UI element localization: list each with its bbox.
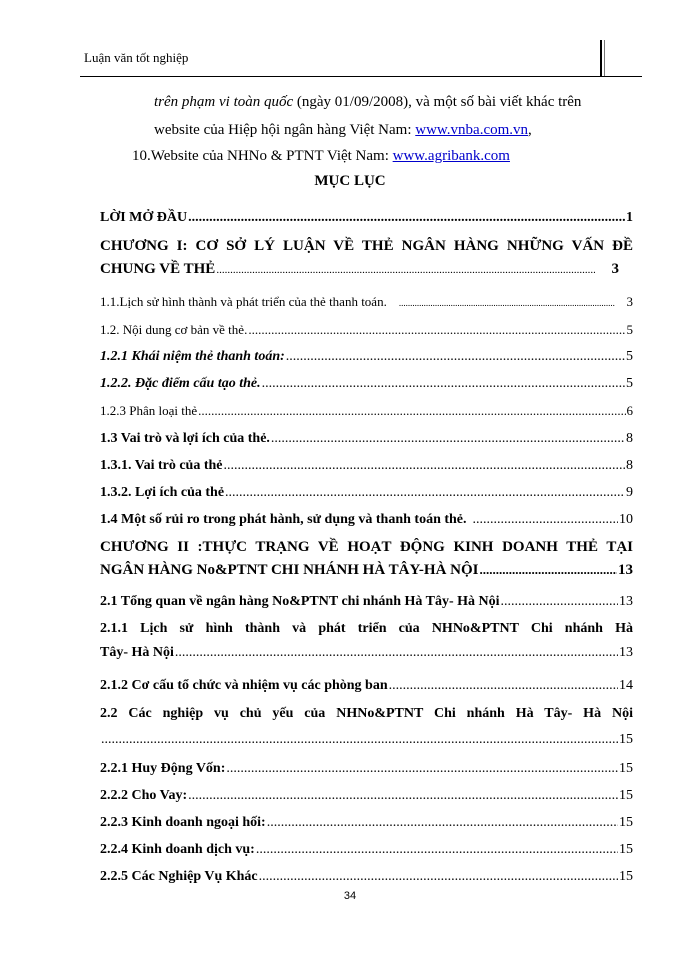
toc-entry[interactable]: 1.2.3 Phân loại thẻ ..... 6 bbox=[100, 403, 633, 419]
toc-entry[interactable]: 2.2.1 Huy Động Vốn: ..... 15 bbox=[100, 761, 633, 777]
header-divider-shadow bbox=[604, 40, 605, 76]
page-header bbox=[80, 44, 640, 80]
toc-entry[interactable]: 1.1.Lịch sử hình thành và phát triển của thẻ thanh toán. ..... 3 bbox=[100, 294, 633, 310]
toc-entry[interactable]: 1.3.1. Vai trò của thẻ ..... 8 bbox=[100, 458, 633, 474]
toc-entry[interactable]: 1.4 Một số rủi ro trong phát hành, sử dụng và thanh toán thẻ. ..... 10 bbox=[100, 512, 633, 528]
reference-line-2: website của Hiệp hội ngân hàng Việt Nam: www.vnba.com.vn, bbox=[154, 122, 532, 138]
header-rule bbox=[80, 76, 642, 77]
reference-line-1: trên phạm vi toàn quốc (ngày 01/09/2008), và một số bài viết khác trên bbox=[154, 94, 582, 110]
toc-entry[interactable]: 1.2.1 Khái niệm thẻ thanh toán: ..... 5 bbox=[100, 349, 633, 365]
page-number: 34 bbox=[343, 890, 357, 902]
toc-entry[interactable]: 2.2.2 Cho Vay: ..... 15 bbox=[100, 788, 633, 804]
toc-entry[interactable]: LỜI MỞ ĐẦU ..... 1 bbox=[100, 210, 633, 226]
toc-entry[interactable]: 1.2. Nội dung cơ bản về thẻ. ..... 5 bbox=[100, 322, 633, 338]
toc-entry[interactable]: 2.1 Tổng quan về ngân hàng No&PTNT chi nhánh Hà Tây- Hà Nội ..... 13 bbox=[100, 594, 633, 610]
toc-entry[interactable]: 2.2 Các nghiệp vụ chủ yếu của NHNo&PTNT Chi nhánh Hà Tây- Hà Nội ..... 15 bbox=[100, 706, 633, 748]
header-title: Luận văn tốt nghiệp bbox=[84, 50, 189, 65]
agribank-link[interactable]: www.agribank.com bbox=[392, 148, 510, 164]
toc-entry[interactable]: 2.2.3 Kinh doanh ngoại hối: ..... 15 bbox=[100, 815, 633, 831]
toc-entry[interactable]: 2.2.5 Các Nghiệp Vụ Khác ..... 15 bbox=[100, 869, 633, 885]
toc-entry[interactable]: 1.3.2. Lợi ích của thẻ ..... 9 bbox=[100, 485, 633, 501]
toc-entry[interactable]: 1.2.2. Đặc điểm cấu tạo thẻ. ..... 5 bbox=[100, 376, 633, 392]
reference-line-3: 10.Website của NHNo & PTNT Việt Nam: www.agribank.com bbox=[132, 148, 510, 164]
toc-entry[interactable]: 2.1.2 Cơ cấu tổ chức và nhiệm vụ các phòng ban ..... 14 bbox=[100, 678, 633, 694]
toc-entry[interactable]: 1.3 Vai trò và lợi ích của thẻ. ..... 8 bbox=[100, 431, 633, 447]
vnba-link[interactable]: www.vnba.com.vn bbox=[415, 122, 529, 138]
toc-entry[interactable]: CHƯƠNG I: CƠ SỞ LÝ LUẬN VỀ THẺ NGÂN HÀNG NHỮNG VẤN ĐỀ CHUNG VỀ THẺ ..... 3 bbox=[100, 238, 633, 278]
toc-title: MỤC LỤC bbox=[314, 173, 386, 189]
header-divider bbox=[600, 40, 602, 76]
toc-entry[interactable]: 2.2.4 Kinh doanh dịch vụ: ..... 15 bbox=[100, 842, 633, 858]
toc-entry[interactable]: 2.1.1 Lịch sử hình thành và phát triển của NHNo&PTNT Chi nhánh Hà Tây- Hà Nội ..... 13 bbox=[100, 621, 633, 661]
toc-entry[interactable]: CHƯƠNG II :THỰC TRẠNG VỀ HOẠT ĐỘNG KINH DOANH THẺ TẠI NGÂN HÀNG No&PTNT CHI NHÁNH HÀ TÂY-HÀ NỘI ..... 13 bbox=[100, 539, 633, 579]
